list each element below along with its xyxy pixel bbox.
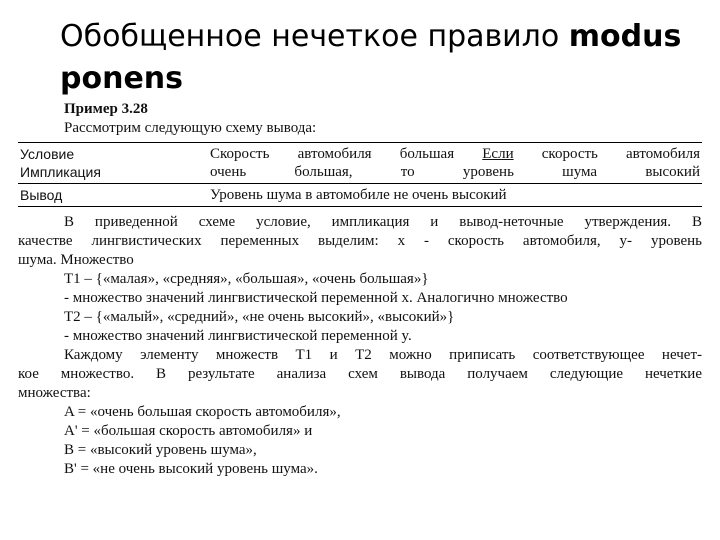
scheme-row-conclusion bbox=[18, 184, 702, 207]
scheme-left-labels bbox=[18, 143, 208, 184]
slide-title-bold: modus ponens bbox=[60, 19, 682, 96]
scheme-row1-line1 bbox=[210, 145, 700, 163]
t1-description: - множество значений лингвистической переменной x. Аналогично множество bbox=[64, 290, 568, 306]
implication-label: Импликация bbox=[20, 164, 101, 180]
t2-set-line: T2 – {«малый», «средний», «не очень высокий», «высокий»} bbox=[64, 309, 455, 325]
paragraph2-line1: Каждому элементу множеств T1 и T2 можно приписать соответствующее нечет- bbox=[64, 347, 702, 363]
example-intro: Рассмотрим следующую схему вывода: bbox=[64, 120, 317, 136]
paragraph1-line1: В приведенной схеме условие, импликация и вывод-неточные утверждения. В bbox=[64, 214, 702, 230]
fuzzy-set-b-prime: B' = «не очень высокий уровень шума». bbox=[64, 461, 318, 477]
scheme-right-text bbox=[208, 143, 702, 184]
row1-before: Скорость автомобиля большая bbox=[210, 146, 483, 162]
paragraph1-line3: шума. Множество bbox=[18, 252, 134, 268]
fuzzy-set-a: A = «очень большая скорость автомобиля», bbox=[64, 404, 341, 420]
t1-set-line: T1 – {«малая», «средняя», «большая», «очень большая»} bbox=[64, 271, 429, 287]
row1-after: скорость автомобиля bbox=[513, 146, 700, 162]
slide-title bbox=[60, 16, 700, 100]
paragraph1-line2: качестве лингвистических переменных выделим: x - скорость автомобиля, y- уровень bbox=[18, 233, 702, 249]
example-heading: Пример 3.28 bbox=[64, 101, 148, 117]
conclusion-text: Уровень шума в автомобиле не очень высокий bbox=[208, 184, 702, 207]
fuzzy-set-a-prime: A' = «большая скорость автомобиля» и bbox=[64, 423, 313, 439]
t2-description: - множество значений лингвистической переменной y. bbox=[64, 328, 412, 344]
condition-label: Условие bbox=[20, 146, 75, 162]
fuzzy-set-b: B = «высокий уровень шума», bbox=[64, 442, 257, 458]
scheme-row-condition bbox=[18, 143, 702, 184]
scheme-row1-line2: очень большая, то уровень шума высокий bbox=[210, 164, 700, 180]
conclusion-label: Вывод bbox=[18, 184, 208, 207]
document-content bbox=[18, 100, 702, 479]
inference-scheme-table bbox=[18, 142, 702, 207]
slide-title-regular: Обобщенное нечеткое правило bbox=[60, 19, 569, 54]
paragraph2-line3: множества: bbox=[18, 385, 91, 401]
row1-underlined: Если bbox=[482, 146, 514, 162]
paragraph2-line2: кое множество. В результате анализа схем вывода получаем следующие нечеткие bbox=[18, 366, 702, 382]
